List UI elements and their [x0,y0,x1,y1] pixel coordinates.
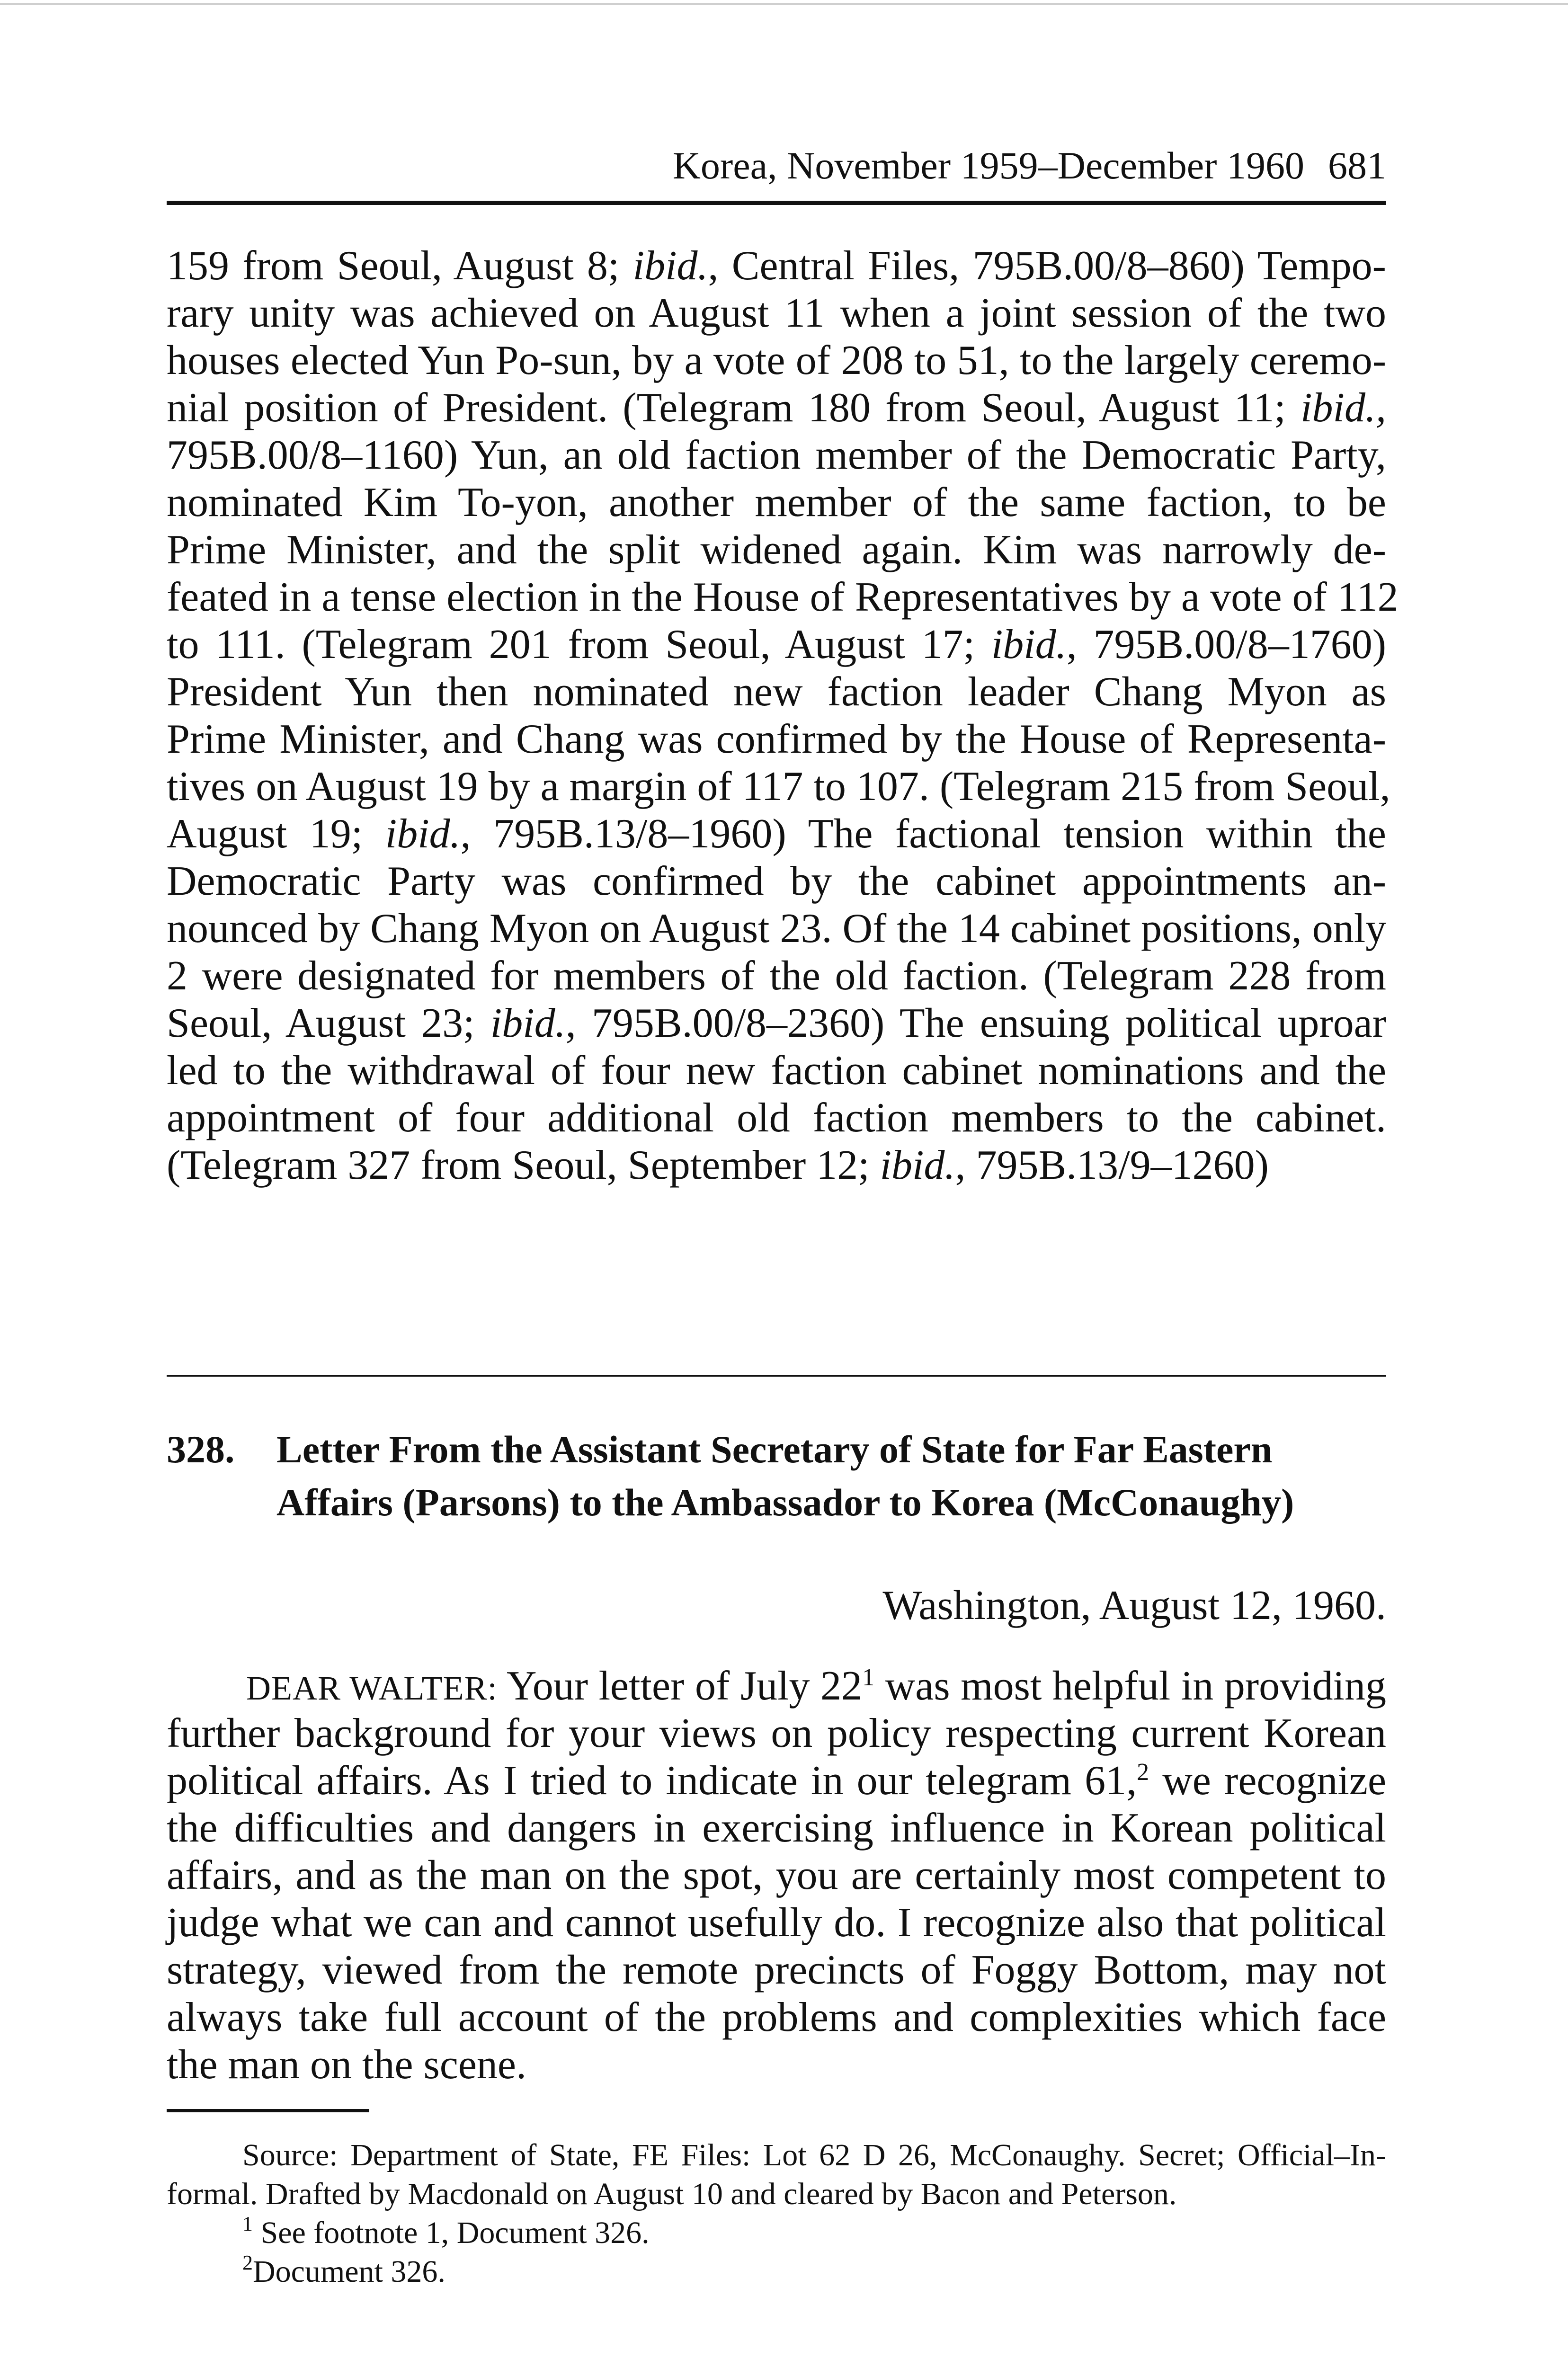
letter-line: always take full account of the problems and complexities which face [167,1994,1386,2040]
scan-edge-line [0,3,1568,5]
page-number: 681 [1328,144,1386,187]
running-title: Korea, November 1959–December 1960 [672,144,1304,187]
continued-footnote-line: Prime Minister, and Chang was confirmed by the House of Representa- [167,716,1386,762]
footnote-2-marker: 2 [242,2251,253,2274]
continued-footnote-line: nominated Kim To-yon, another member of the same faction, to be [167,480,1386,525]
footnote-rule [167,2109,369,2112]
continued-footnote-line: Prime Minister, and the split widened again. Kim was narrowly de- [167,527,1386,573]
footnote-1 [167,2214,1386,2252]
document-number: 328. [167,1428,235,1471]
continued-footnote-line: August 19; ibid., 795B.13/8–1960) The factional tension within the [167,811,1386,857]
salutation: DEAR WALTER: [246,1669,498,1707]
continued-footnote-line: 159 from Seoul, August 8; ibid., Central Files, 795B.00/8–860) Tempo- [167,243,1386,289]
footnote-2-text: Document 326. [253,2254,445,2289]
continued-footnote-line: appointment of four additional old faction members to the cabinet. [167,1095,1386,1141]
document-heading [167,1423,1386,1529]
continued-footnote-line: nounced by Chang Myon on August 23. Of the 14 cabinet positions, only [167,906,1387,952]
footnote-reference: 2 [1137,1759,1149,1786]
letter-line: judge what we can and cannot usefully do. I recognize also that political [167,1900,1386,1946]
header-rule [167,201,1386,205]
continued-footnote-line: 795B.00/8–1160) Yun, an old faction member of the Democratic Party, [167,432,1386,478]
footnote-reference: 1 [862,1664,875,1691]
continued-footnote-line: Democratic Party was confirmed by the cabinet appointments an- [167,858,1386,904]
continued-footnote-line: tives on August 19 by a margin of 117 to 107. (Telegram 215 from Seoul, [167,764,1390,810]
footnote-1-text: See footnote 1, Document 326. [260,2216,650,2250]
italic-citation: ibid., [1301,385,1386,431]
letter-line: further background for your views on policy respecting current Korean [167,1710,1386,1756]
source-note-line-1: Source: Department of State, FE Files: Lot 62 D 26, McConaughy. Secret; Official–In- [242,2138,1386,2172]
continued-footnote-line: nial position of President. (Telegram 180 from Seoul, August 11; ibid., [167,385,1386,431]
footnote-2 [167,2252,1386,2291]
continued-footnote-line: President Yun then nominated new faction leader Chang Myon as [167,669,1386,715]
italic-citation: ibid. [490,1000,566,1046]
source-note-line-2: formal. Drafted by Macdonald on August 10 and cleared by Bacon and Peterson. [167,2177,1177,2211]
continued-footnote-line: rary unity was achieved on August 11 when a joint session of the two [167,290,1386,336]
footnote-1-marker: 1 [242,2212,253,2235]
continued-footnote-line: led to the withdrawal of four new faction cabinet nominations and the [167,1048,1386,1094]
continued-footnote-line: (Telegram 327 from Seoul, September 12; ibid., 795B.13/9–1260) [167,1142,1269,1188]
running-header [167,142,1386,189]
letter-line: affairs, and as the man on the spot, you are certainly most competent to [167,1852,1386,1898]
continued-footnote-line: 2 were designated for members of the old faction. (Telegram 228 from [167,953,1386,999]
italic-citation: ibid. [991,622,1067,667]
document-separator-rule [167,1375,1386,1377]
document-title-line-1: Letter From the Assistant Secretary of State for Far Eastern [276,1428,1273,1471]
italic-citation: ibid. [385,811,461,857]
letter-line: the difficulties and dangers in exercising influence in Korean political [167,1805,1386,1851]
continued-footnote-line: feated in a tense election in the House of Representatives by a vote of 112 [167,574,1399,620]
letter-line: the man on the scene. [167,2042,526,2088]
letter-line: strategy, viewed from the remote precincts of Foggy Bottom, may not [167,1947,1386,1993]
continued-footnote-line: Seoul, August 23; ibid., 795B.00/8–2360) The ensuing political uproar [167,1000,1386,1046]
letter-line: political affairs. As I tried to indicate in our telegram 61,$^2$ we recognize [167,1758,1386,1804]
continued-footnote-line: to 111. (Telegram 201 from Seoul, August 17; ibid., 795B.00/8–1760) [167,622,1387,667]
document-title-line-2: Affairs (Parsons) to the Ambassador to Korea (McConaughy) [276,1481,1294,1524]
italic-citation: ibid. [880,1142,955,1188]
continued-footnote-line: houses elected Yun Po-sun, by a vote of 208 to 51, to the largely ceremo- [167,338,1386,383]
dateline: Washington, August 12, 1960. [882,1583,1386,1628]
italic-citation: ibid. [633,243,708,289]
footnotes [167,2136,1386,2291]
letter-line: DEAR WALTER: Your letter of July $22^1$ was most helpful in providing [246,1663,1386,1709]
letter-body [167,1663,1386,2089]
continued-footnote-text [167,242,1399,1189]
